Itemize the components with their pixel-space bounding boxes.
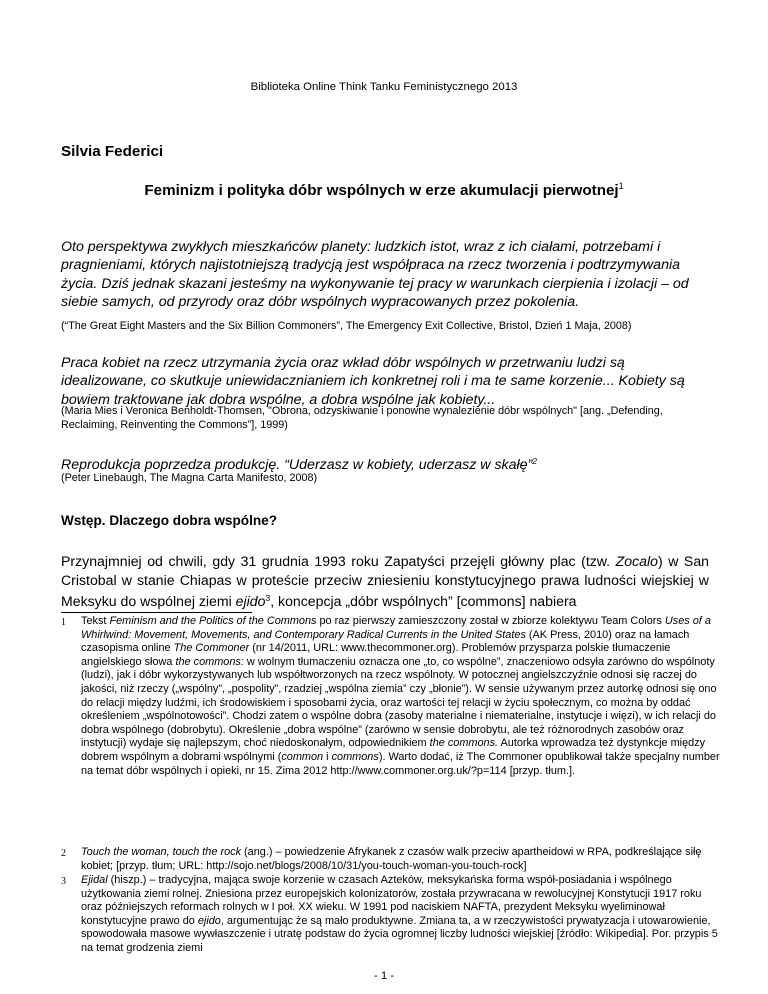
fn3-part: ejido	[197, 914, 221, 927]
footnote-1	[61, 615, 721, 778]
footnote-3-text	[81, 874, 721, 956]
fn1-part: The Commoner	[173, 642, 250, 655]
body-paragraph	[61, 552, 709, 611]
paragraph-text-2: ) w San Cristobal w stanie Chiapas w proteście przeciw zniesieniu konstytucyjnego prawa ludności wiejskiej w Meksyku do wspólnej ziemi	[61, 553, 709, 610]
footnote-2-number: 2	[61, 848, 66, 859]
footnote-3-number: 3	[61, 876, 66, 887]
fn1-part: Tekst	[81, 615, 110, 627]
footnote-ref-2[interactable]: 2	[532, 456, 538, 466]
epigraph-3-text: Reprodukcja poprzedza produkcję. “Uderzasz w kobiety, uderzasz w skałę”	[61, 457, 533, 473]
fn1-part: po raz pierwszy zamieszczony został w zbiorze kolektywu Team Colors	[316, 615, 665, 627]
paragraph-text-1: Przynajmniej od chwili, gdy 31 grudnia 1993 roku Zapatyści przejęli główny plac (tzw.	[61, 553, 616, 569]
fn1-part: the commons:	[175, 655, 244, 668]
fn1-part: ). Warto dodać, iż The Commoner opublikował także specjalny number na temat dóbr wspólnych i opieki, nr 15. Zima 2012 http://www.commoner.org.uk/?p=114 [przyp. tłum.].	[81, 750, 720, 777]
epigraph-3-source: (Peter Linebaugh, The Magna Carta Manifesto, 2008)	[61, 472, 318, 484]
epigraph-1-quote: Oto perspektywa zwykłych mieszkańców planety: ludzkich istot, wraz z ich ciałami, potrzebami i pragnieniami, których najistotniejszą tradycją jest współpraca na rzecz tworzenia i podtrzymywania życia. Dziś jednak skazani jesteśmy na wykonywanie tej pracy w warunkach cierpienia i izolacji – od siebie samych, od przyrody oraz dóbr wspólnych wypracowanych przez pokolenia.	[61, 239, 689, 310]
title-text: Feminizm i polityka dóbr wspólnych w erze akumulacji pierwotnej	[144, 182, 619, 199]
epigraph-2-source: (Maria Mies i Veronica Benholdt-Thomsen, "Obrona, odzyskiwanie i ponowne wynalezienie dóbr wspólnych" [ang. „Defending, Reclaiming, Reinventing the Commons”], 1999)	[61, 405, 663, 431]
page-number: - 1 -	[373, 970, 395, 982]
fn2-part: (ang.) – powiedzenie Afrykanek z czasów walk przeciw apartheidowi w RPA, podkreślające siłę kobiet; [przyp. tłum; URL: http://sojo.net/blogs/2008/10/31/you-touch-woman-you-touch-rock]	[81, 846, 702, 872]
fn1-part: the commons.	[429, 737, 499, 750]
footnote-2	[61, 846, 721, 873]
fn3-part: Ejidal	[81, 874, 108, 886]
footnote-1-text	[81, 615, 721, 778]
fn1-part: (nr 14/2011, URL: www.thecommoner.org). Problemów przysparza polskie tłumaczenie angielskiego słowa	[81, 642, 671, 668]
fn1-part: Feminism and the Politics of the Commons	[109, 615, 317, 627]
fn3-part: (hiszp.) – tradycyjna, mająca swoje korzenie w czasach Azteków, meksykańska forma współ-posiadania i wspólnego użytkowania ziemi rolnej. Zniesiona przez europejskich kolonizatorów, została przywracana w rewolucyjnej Konstytucji 1917 roku oraz późniejszych reformach rolnych w I poł. XX wieku. W 1991 pod naciskiem NAFTA, prezydent Meksyku wyeliminował konstytucyjne prawo do	[81, 874, 702, 927]
fn1-part: common	[281, 750, 324, 763]
section-heading: Wstęp. Dlaczego dobra wspólne?	[61, 513, 278, 528]
footnote-3	[61, 874, 721, 956]
epigraph-1-source: (“The Great Eight Masters and the Six Billion Commoners”, The Emergency Exit Collective, Bristol, Dzień 1 Maja, 2008)	[61, 320, 632, 332]
fn3-part: , argumentując że są mało produktywne. Zmiana ta, a w rzeczywistości prywatyzacja i utowarowienie, spowodowała masowe wywłaszczenie i utratę podstaw do życia ogromnej liczby ludności wiejskiej [źródło: Wikipedia]. Por. przypis 5 na temat grodzenia ziemi	[81, 914, 718, 954]
epigraph-3-quote	[61, 452, 711, 474]
fn1-part: Uses of a Whirlwind: Movement, Movements, and Contemporary Radical Currents in the United States	[81, 615, 711, 641]
fn1-part: Autorka wprowadza też dystynkcje między dobrem wspólnym a dobrami wspólnymi (	[81, 737, 706, 763]
fn2-part: Touch the woman, touch the rock	[81, 846, 242, 858]
fn1-part: w wolnym tłumaczeniu oznacza one „to, co wspólne”, znaczeniowo odsyła zarówno do wspólnoty (ludzi), jak i dóbr wykorzystywanych lub współtworzonych na rzecz wspólnoty. W potocznej angielszczyźnie odnosi się raczej do jakości, niż rzeczy („wspólny”, „pospolity”, rzadziej „wspólna ziemia” czy „błonie”). W sensie używanym przez autorkę odnosi się ono do relacji między ludźmi, ich środowiskiem i sposobami życia, oraz wartości tej relacji w życiu społecznym, co można by oddać określeniem „wspólnotowości”. Chodzi zatem o wspólne dobra (zasoby materialne i niematerialne, instytucje i więzi), w ich relacji do dobra wspólnego (dobrobytu). Określenie „dobra wspólne” (zarówno w sensie dobrobytu, ale też różnorodnych zasobów oraz instytucji) wydaje się najlepszym, choć niedoskonałym, odpowiednikiem	[81, 655, 717, 750]
fn1-part: (AK Press, 2010) oraz na łamach czasopisma online	[81, 628, 690, 655]
fn1-part: commons	[331, 750, 379, 763]
footnote-1-number: 1	[61, 617, 66, 628]
paragraph-text-3: , koncepcja „dóbr wspólnych” [commons] nabiera	[270, 593, 577, 610]
paragraph-zocalo: Zocalo	[615, 553, 658, 569]
fn1-part: i	[323, 750, 332, 763]
article-title	[0, 181, 768, 199]
epigraph-2-quote: Praca kobiet na rzecz utrzymania życia oraz wkład dóbr wspólnych w przetrwaniu ludzi są idealizowane, co skutkuje uniewidacznianiem ich konkretnej roli i ma te same korzenie... Kobiety są bowiem traktowane jak dobra wspólne, a dobra wspólne jak kobiety...	[61, 355, 685, 408]
author-name: Silvia Federici	[61, 143, 164, 160]
footnote-ref-1[interactable]: 1	[618, 181, 624, 191]
footnote-2-text	[81, 846, 721, 873]
footnote-ref-3[interactable]: 3	[265, 593, 271, 604]
paragraph-ejido: ejido	[235, 593, 266, 610]
running-header: Biblioteka Online Think Tanku Feministycznego 2013	[250, 81, 518, 93]
footnote-separator	[61, 612, 252, 613]
